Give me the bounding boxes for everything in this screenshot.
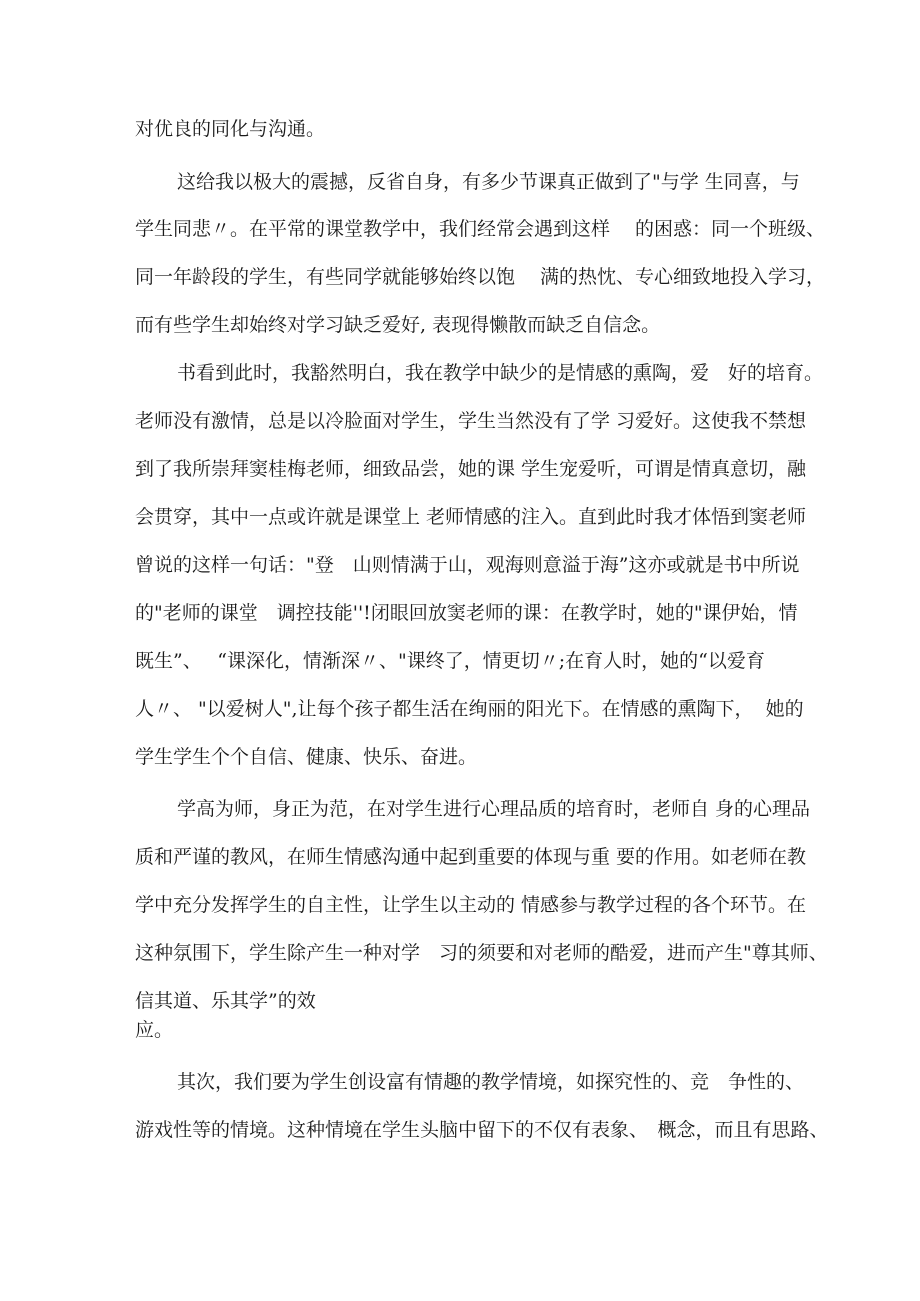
- text-line: 人〃、 "以爱树人",让每个孩子都生活在绚丽的阳光下。在情感的熏陶下， 她的: [135, 698, 804, 720]
- text-line: 到了我所崇拜窦桂梅老师，细致品尝，她的课 学生宠爱听，可谓是情真意切，融: [135, 458, 807, 480]
- text-line: 书看到此时，我豁然明白，我在教学中缺少的是情感的熏陶，爱 好的培育。: [177, 362, 824, 384]
- text-line: 信其道、乐其学”的效: [135, 990, 316, 1012]
- text-line: 会贯穿，其中一点或许就是课堂上 老师情感的注入。直到此时我才体悟到窦老师: [135, 506, 807, 528]
- text-line: 的"老师的课堂 调控技能''!闭眼回放窦老师的课：在教学时，她的"课伊始，情: [135, 602, 798, 624]
- text-line: 对优良的同化与沟通。: [135, 118, 326, 140]
- text-line: 同一年龄段的学生，有些同学就能够始终以饱 满的热忱、专心细致地投入学习，: [135, 266, 826, 288]
- text-line: 学生学生个个自信、健康、快乐、奋进。: [135, 746, 478, 768]
- text-line: 老师没有激情，总是以冷脸面对学生，学生当然没有了学 习爱好。这使我不禁想: [135, 410, 807, 432]
- text-line: 这种氛围下，学生除产生一种对学 习的须要和对老师的酷爱，进而产生"尊其师、: [135, 942, 828, 964]
- text-line: 学高为师，身正为范，在对学生进行心理品质的培育时，老师自 身的心理品: [177, 798, 811, 820]
- text-line: 游戏性等的情境。这种情境在学生头脑中留下的不仅有表象、 概念，而且有思路、: [135, 1119, 829, 1141]
- text-line: 而有些学生却始终对学习缺乏爱好, 表现得懒散而缺乏自信念。: [135, 314, 661, 336]
- text-line: 学中充分发挥学生的自主性，让学生以主动的 情感参与教学过程的各个环节。在: [135, 894, 807, 916]
- text-line: 曾说的这样一句话："登 山则情满于山，观海则意溢于海”这亦或就是书中所说: [135, 554, 800, 576]
- text-line: 这给我以极大的震撼，反省自身，有多少节课真正做到了"与学 生同喜，与: [177, 171, 800, 193]
- text-line: 应。: [135, 1019, 174, 1041]
- text-line: 质和严谨的教风，在师生情感沟通中起到重要的体现与重 要的作用。如老师在教: [135, 846, 807, 868]
- text-line: 学生同悲〃。在平常的课堂教学中，我们经常会遇到这样 的困惑：同一个班级、: [135, 218, 826, 240]
- text-line: 其次，我们要为学生创设富有情趣的教学情境，如探究性的、竞 争性的、: [177, 1071, 805, 1093]
- text-line: 既生”、 “课深化，情渐深〃、"课终了，情更切〃;在育人时，她的“以爱育: [135, 650, 765, 672]
